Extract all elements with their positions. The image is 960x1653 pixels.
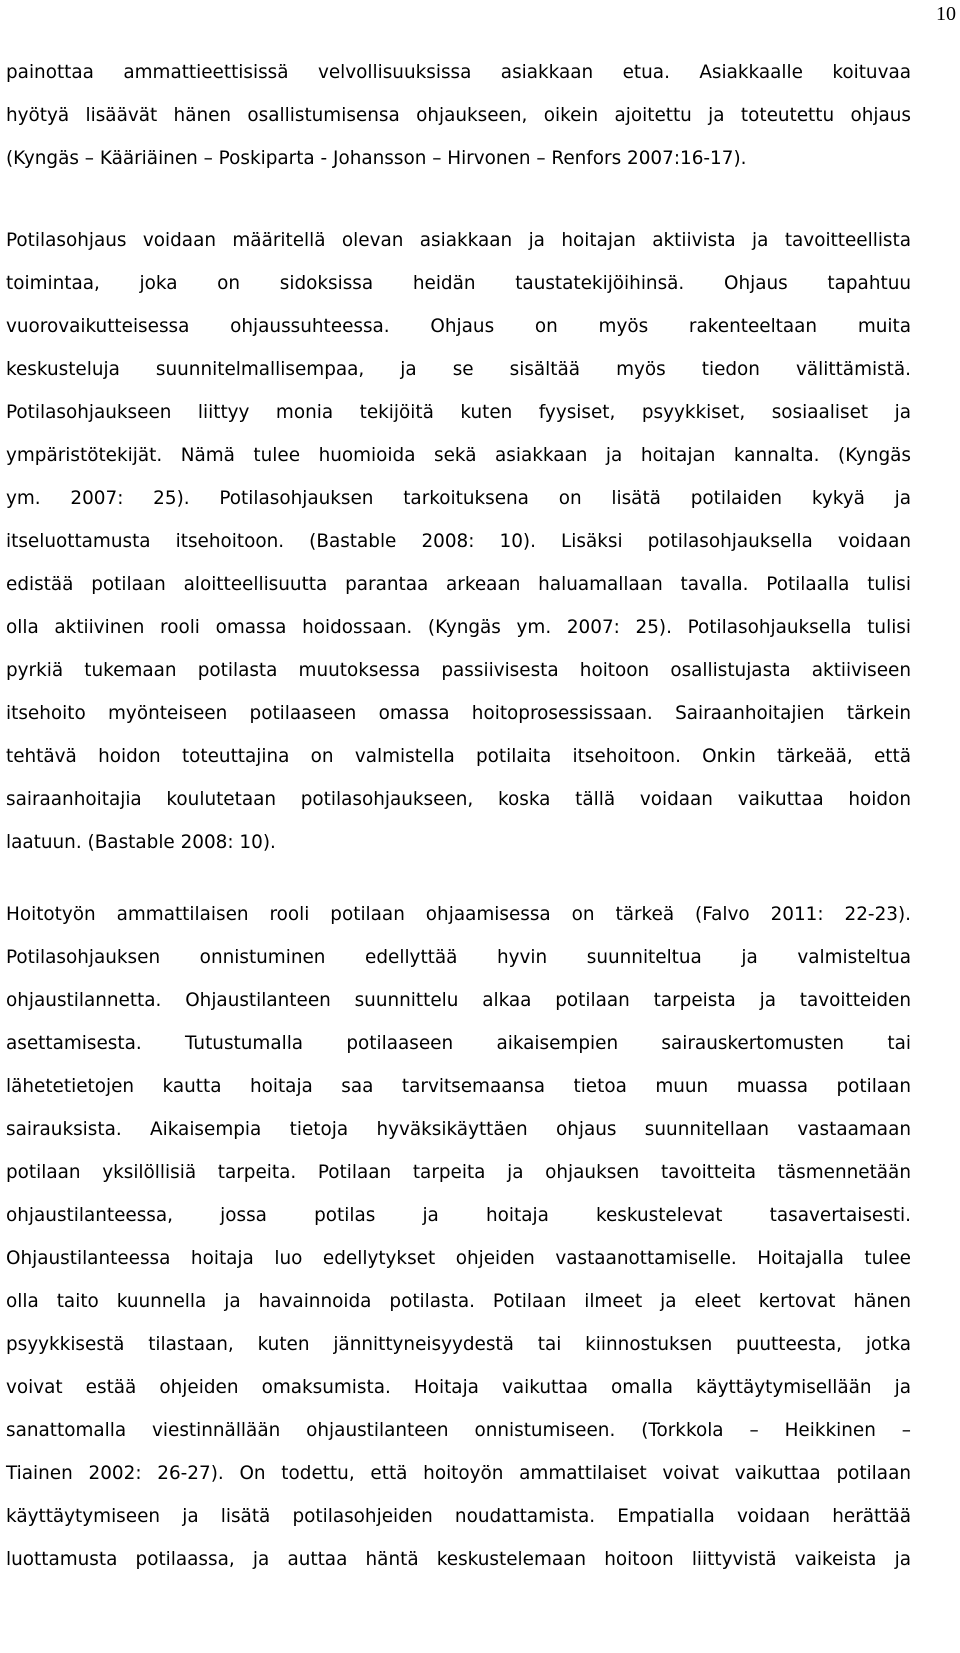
text-line: pyrkiä tukemaan potilasta muutoksessa passiivisesta hoitoon osallistujasta aktiiviseen	[6, 660, 911, 681]
text-line: Potilasohjaukseen liittyy monia tekijöitä kuten fyysiset, psyykkiset, sosiaaliset ja	[6, 402, 911, 423]
text-line: vuorovaikutteisessa ohjaussuhteessa. Ohjaus on myös rakenteeltaan muita	[6, 316, 911, 337]
text-line: lähetetietojen kautta hoitaja saa tarvitsemaansa tietoa muun muassa potilaan	[6, 1076, 911, 1097]
paragraph-3	[6, 893, 911, 1581]
text-line: Tiainen 2002: 26-27). On todettu, että hoitoyön ammattilaiset voivat vaikuttaa potilaan	[6, 1463, 911, 1484]
text-line: ympäristötekijät. Nämä tulee huomioida sekä asiakkaan ja hoitajan kannalta. (Kyngäs	[6, 445, 911, 466]
paragraph-1	[6, 51, 911, 180]
text-line: olla aktiivinen rooli omassa hoidossaan. (Kyngäs ym. 2007: 25). Potilasohjauksella tulisi	[6, 617, 911, 638]
text-line: itsehoito myönteiseen potilaaseen omassa hoitoprosessissaan. Sairaanhoitajien tärkein	[6, 703, 911, 724]
text-line: toimintaa, joka on sidoksissa heidän taustatekijöihinsä. Ohjaus tapahtuu	[6, 273, 911, 294]
text-line: sairaanhoitajia koulutetaan potilasohjaukseen, koska tällä voidaan vaikuttaa hoidon	[6, 789, 911, 810]
text-line: Potilasohjauksen onnistuminen edellyttää hyvin suunniteltua ja valmisteltua	[6, 947, 911, 968]
text-line: käyttäytymiseen ja lisätä potilasohjeiden noudattamista. Empatialla voidaan herättää	[6, 1506, 911, 1527]
text-line: ym. 2007: 25). Potilasohjauksen tarkoituksena on lisätä potilaiden kykyä ja	[6, 488, 911, 509]
text-line: itseluottamusta itsehoitoon. (Bastable 2008: 10). Lisäksi potilasohjauksella voidaan	[6, 531, 911, 552]
text-line: luottamusta potilaassa, ja auttaa häntä keskustelemaan hoitoon liittyvistä vaikeista ja	[6, 1549, 911, 1570]
text-line: psyykkisestä tilastaan, kuten jännittyneisyydestä tai kiinnostuksen puutteesta, jotka	[6, 1334, 911, 1355]
text-line: sanattomalla viestinnällään ohjaustilanteen onnistumiseen. (Torkkola – Heikkinen –	[6, 1420, 911, 1441]
text-line: painottaa ammattieettisissä velvollisuuksissa asiakkaan etua. Asiakkaalle koituvaa	[6, 62, 911, 83]
text-line: (Kyngäs – Kääriäinen – Poskiparta - Johansson – Hirvonen – Renfors 2007:16-17).	[6, 148, 747, 169]
page-number: 10	[936, 3, 956, 25]
text-line: hyötyä lisäävät hänen osallistumisensa ohjaukseen, oikein ajoitettu ja toteutettu ohjaus	[6, 105, 911, 126]
text-line: Ohjaustilanteessa hoitaja luo edellytykset ohjeiden vastaanottamiselle. Hoitajalla tulee	[6, 1248, 911, 1269]
text-line: ohjaustilanteessa, jossa potilas ja hoitaja keskustelevat tasavertaisesti.	[6, 1205, 911, 1226]
text-line: Potilasohjaus voidaan määritellä olevan asiakkaan ja hoitajan aktiivista ja tavoitteellista	[6, 230, 911, 251]
text-line: asettamisesta. Tutustumalla potilaaseen aikaisempien sairauskertomusten tai	[6, 1033, 911, 1054]
text-line: tehtävä hoidon toteuttajina on valmistella potilaita itsehoitoon. Onkin tärkeää, että	[6, 746, 911, 767]
text-line: voivat estää ohjeiden omaksumista. Hoitaja vaikuttaa omalla käyttäytymisellään ja	[6, 1377, 911, 1398]
text-line: Hoitotyön ammattilaisen rooli potilaan ohjaamisessa on tärkeä (Falvo 2011: 22-23).	[6, 904, 911, 925]
text-line: laatuun. (Bastable 2008: 10).	[6, 832, 276, 853]
text-line: sairauksista. Aikaisempia tietoja hyväksikäyttäen ohjaus suunnitellaan vastaamaan	[6, 1119, 911, 1140]
text-line: potilaan yksilöllisiä tarpeita. Potilaan tarpeita ja ohjauksen tavoitteita täsmennetään	[6, 1162, 911, 1183]
text-line: ohjaustilannetta. Ohjaustilanteen suunnittelu alkaa potilaan tarpeista ja tavoitteiden	[6, 990, 911, 1011]
text-line: olla taito kuunnella ja havainnoida potilasta. Potilaan ilmeet ja eleet kertovat hänen	[6, 1291, 911, 1312]
text-line: keskusteluja suunnitelmallisempaa, ja se sisältää myös tiedon välittämistä.	[6, 359, 911, 380]
text-line: edistää potilaan aloitteellisuutta parantaa arkeaan haluamallaan tavalla. Potilaalla tulisi	[6, 574, 911, 595]
paragraph-2	[6, 219, 911, 864]
